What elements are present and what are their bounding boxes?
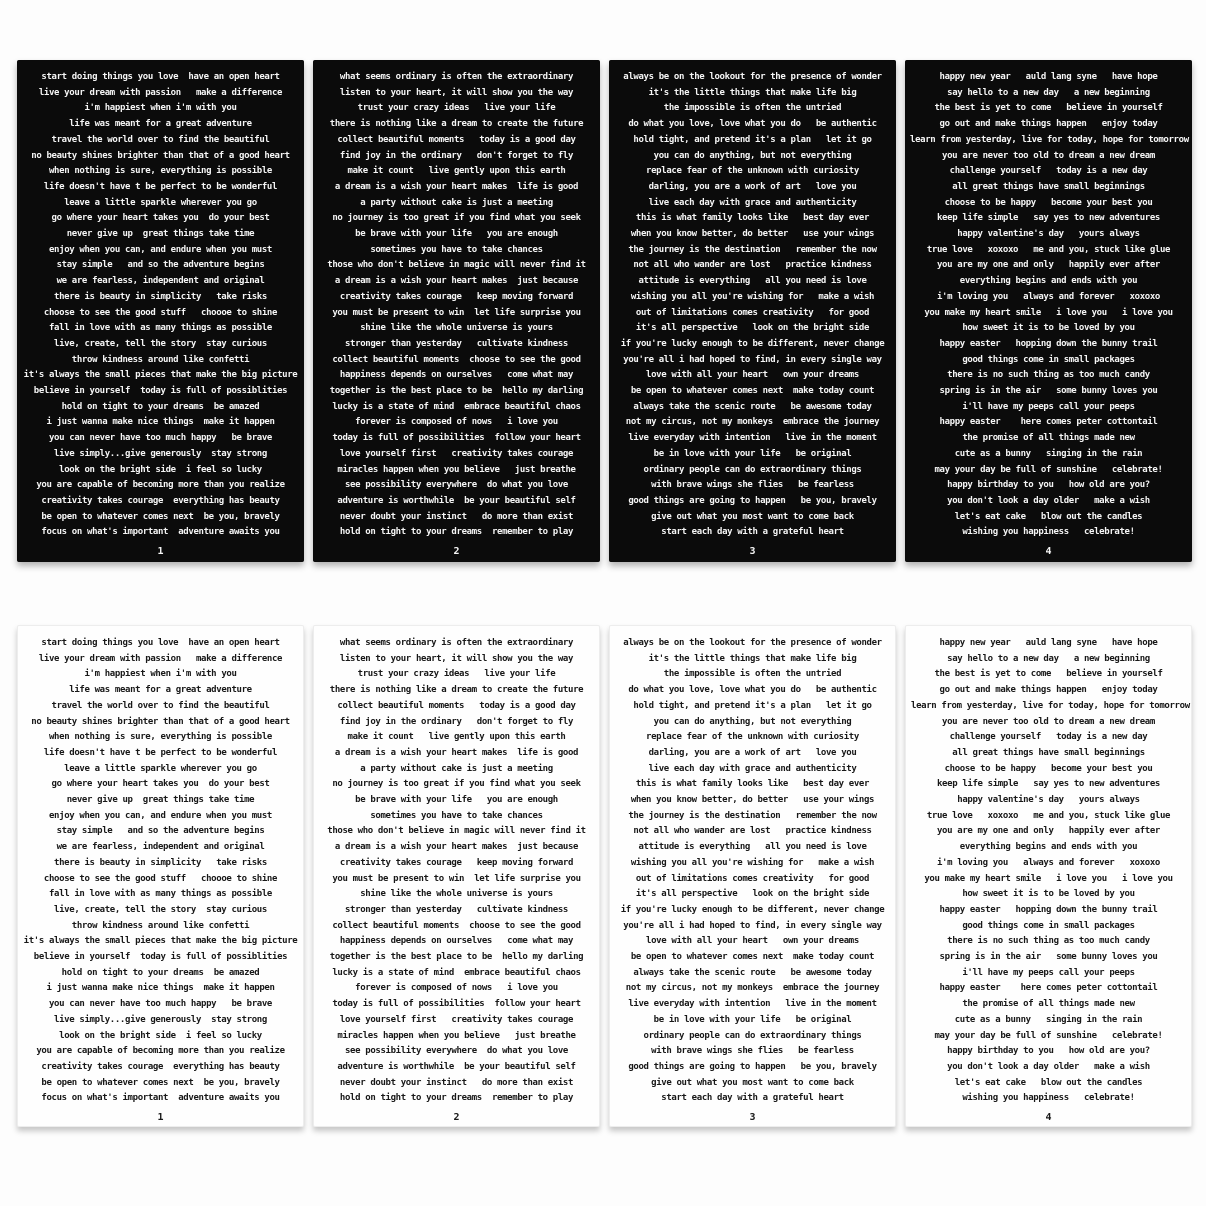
- phrase-line: you are my one and only happily ever after: [936, 260, 1160, 271]
- phrase-line: you are never too old to dream a new dream: [942, 150, 1155, 161]
- phrase-line: spring is in the air some bunny loves you: [939, 386, 1158, 397]
- phrase-line: trust your crazy ideas live your life: [357, 103, 556, 114]
- phrase-line: keep life simple say yes to new adventures: [936, 779, 1160, 790]
- phrase-line: happy birthday to you how old are you?: [947, 480, 1150, 491]
- phrase-line: throw kindness around like confetti: [71, 354, 250, 365]
- phrase-line: not my circus, not my monkeys embrace the journey: [625, 983, 880, 994]
- phrase-line: when you know better, do better use your wings: [630, 795, 875, 806]
- phrase-line: cute as a bunny singing in the rain: [954, 1014, 1143, 1025]
- phrase-line: make it count live gently upon this earth: [347, 732, 566, 743]
- phrase-line: i'm loving you always and forever xoxoxo: [936, 857, 1160, 868]
- phrase-line: cute as a bunny singing in the rain: [954, 448, 1143, 459]
- phrase-line: find joy in the ordinary don't forget to fly: [339, 150, 574, 161]
- phrase-line: sometimes you have to take chances: [370, 810, 543, 821]
- phrase-line: never doubt your instinct do more than exist: [339, 1077, 574, 1088]
- phrase-line: forever is composed of nows i love you: [355, 983, 558, 994]
- phrase-line: you make my heart smile i love you i love you: [924, 873, 1173, 884]
- phrase-line: there is no such thing as too much candy: [947, 370, 1150, 381]
- phrase-line: choose to see the good stuff choooe to shine: [43, 873, 278, 884]
- phrase-line: a dream is a wish your heart makes just because: [334, 842, 579, 853]
- phrase-line: you are capable of becoming more than you realize: [36, 1046, 285, 1057]
- phrase-line: look on the bright side i feel so lucky: [59, 1030, 262, 1041]
- phrase-line: you can do anything, but not everything: [653, 716, 852, 727]
- phrase-line: everything begins and ends with you: [959, 842, 1138, 853]
- phrase-line: miracles happen when you believe just breathe: [337, 1030, 576, 1041]
- phrase-line: trust your crazy ideas live your life: [357, 669, 556, 680]
- phrase-line: ordinary people can do extraordinary things: [643, 464, 862, 475]
- phrase-line: a party without cake is just a meeting: [360, 763, 553, 774]
- phrase-line: say hello to a new day a new beginning: [947, 87, 1150, 98]
- phrase-line: creativity takes courage everything has beauty: [41, 495, 280, 506]
- phrase-line: happy valentine's day yours always: [957, 229, 1140, 240]
- phrase-line: miracles happen when you believe just breathe: [337, 464, 576, 475]
- phrase-line: it's always the small pieces that make the big picture: [23, 370, 298, 381]
- phrase-line: you can never have too much happy be brave: [48, 999, 272, 1010]
- phrase-line: go where your heart takes you do your best: [51, 213, 270, 224]
- phrase-line: there is beauty in simplicity take risks: [54, 857, 267, 868]
- sheet-black-1: [17, 60, 304, 562]
- phrase-line: lucky is a state of mind embrace beautiful chaos: [332, 401, 581, 412]
- phrase-line: the journey is the destination remember the now: [628, 244, 877, 255]
- phrase-line: always be on the lookout for the presence of wonder: [623, 72, 882, 82]
- phrase-line: leave a little sparkle wherever you go: [64, 197, 257, 208]
- phrase-line: lucky is a state of mind embrace beautiful chaos: [332, 967, 581, 978]
- phrase-line: hold on tight to your dreams remember to play: [339, 1093, 574, 1104]
- phrase-line: look on the bright side i feel so lucky: [59, 464, 262, 475]
- phrase-line: love yourself first creativity takes courage: [339, 448, 574, 459]
- phrase-lines: [22, 70, 299, 541]
- phrase-line: darling, you are a work of art love you: [648, 747, 857, 758]
- phrase-line: a dream is a wish your heart makes life is good: [334, 181, 579, 192]
- phrase-line: no beauty shines brighter than that of a good heart: [31, 150, 290, 161]
- phrase-line: happy easter here comes peter cottontail: [939, 417, 1158, 428]
- phrase-line: listen to your heart, it will show you the way: [339, 653, 574, 664]
- phrase-line: spring is in the air some bunny loves you: [939, 952, 1158, 963]
- phrase-line: the promise of all things made new: [962, 999, 1135, 1010]
- phrase-line: when nothing is sure, everything is possible: [48, 166, 272, 177]
- sheet-number: 4: [1045, 546, 1052, 558]
- phrase-line: hold on tight to your dreams be amazed: [61, 967, 260, 978]
- phrase-line: be open to whatever comes next be you, bravely: [41, 511, 280, 522]
- phrase-line: adventure is worthwhile be your beautiful self: [337, 1061, 576, 1072]
- phrase-line: challenge yourself today is a new day: [949, 166, 1148, 177]
- phrase-line: i'll have my peeps call your peeps: [962, 401, 1135, 412]
- phrase-line: live each day with grace and authenticity: [648, 197, 857, 208]
- phrase-line: today is full of possibilities follow your heart: [332, 433, 581, 444]
- phrase-line: it's the little things that make life big: [648, 653, 857, 664]
- phrase-line: always be on the lookout for the presence of wonder: [623, 638, 882, 648]
- phrase-line: happy new year auld lang syne have hope: [939, 638, 1158, 648]
- phrase-line: what seems ordinary is often the extraordinary: [339, 638, 574, 648]
- phrase-line: no journey is too great if you find what you seek: [332, 779, 581, 790]
- phrase-line: you must be present to win let life surprise you: [332, 873, 581, 884]
- phrase-line: attitude is everything all you need is love: [638, 842, 867, 853]
- phrase-line: believe in yourself today is full of possiblities: [33, 386, 288, 397]
- phrase-line: life doesn't have t be perfect to be wonderful: [43, 181, 278, 192]
- phrase-line: be brave with your life you are enough: [355, 795, 558, 806]
- phrase-line: life was meant for a great adventure: [69, 119, 252, 130]
- phrase-line: the journey is the destination remember the now: [628, 810, 877, 821]
- phrase-line: a dream is a wish your heart makes just because: [334, 276, 579, 287]
- phrase-line: i just wanna make nice things make it happen: [46, 417, 275, 428]
- phrase-line: hold tight, and pretend it's a plan let it go: [633, 134, 872, 145]
- phrase-line: together is the best place to be hello my darling: [329, 386, 584, 397]
- phrase-line: live, create, tell the story stay curious: [54, 904, 267, 915]
- phrase-line: hold on tight to your dreams remember to play: [339, 527, 574, 538]
- phrase-line: let's eat cake blow out the candles: [954, 511, 1143, 522]
- phrase-line: say hello to a new day a new beginning: [947, 653, 1150, 664]
- phrase-line: focus on what's important adventure awaits you: [41, 527, 280, 538]
- phrase-line: collect beautiful moments choose to see the good: [332, 354, 581, 365]
- phrase-line: see possibility everywhere do what you love: [344, 480, 568, 491]
- phrase-line: collect beautiful moments today is a good day: [337, 134, 576, 145]
- phrase-line: everything begins and ends with you: [959, 276, 1138, 287]
- sheet-black-4: [905, 60, 1192, 562]
- phrase-line: go where your heart takes you do your best: [51, 779, 270, 790]
- phrase-line: go out and make things happen enjoy today: [939, 119, 1158, 130]
- phrase-line: there is beauty in simplicity take risks: [54, 291, 267, 302]
- phrase-line: today is full of possibilities follow your heart: [332, 999, 581, 1010]
- sheet-white-3: [609, 625, 896, 1127]
- phrase-line: it's always the small pieces that make the big picture: [23, 936, 298, 947]
- phrase-line: happy valentine's day yours always: [957, 795, 1140, 806]
- phrase-line: find joy in the ordinary don't forget to fly: [339, 716, 574, 727]
- phrase-line: collect beautiful moments choose to see the good: [332, 920, 581, 931]
- phrase-line: creativity takes courage everything has beauty: [41, 1061, 280, 1072]
- phrase-line: start each day with a grateful heart: [661, 1093, 844, 1104]
- phrase-line: live each day with grace and authenticity: [648, 763, 857, 774]
- phrase-line: no journey is too great if you find what you seek: [332, 213, 581, 224]
- phrase-line: hold on tight to your dreams be amazed: [61, 401, 260, 412]
- phrase-line: true love xoxoxo me and you, stuck like glue: [926, 810, 1171, 821]
- phrase-line: start each day with a grateful heart: [661, 527, 844, 538]
- phrase-line: you can do anything, but not everything: [653, 150, 852, 161]
- sheet-white-2: [313, 625, 600, 1127]
- phrase-line: all great things have small beginnings: [952, 747, 1145, 758]
- phrase-line: i'll have my peeps call your peeps: [962, 967, 1135, 978]
- phrase-line: out of limitations comes creativity for good: [635, 873, 870, 884]
- phrase-line: happy easter hopping down the bunny trail: [939, 904, 1158, 915]
- phrase-line: i'm happiest when i'm with you: [84, 103, 237, 114]
- phrase-line: live simply...give generously stay strong: [54, 1014, 267, 1025]
- phrase-line: live, create, tell the story stay curious: [54, 338, 267, 349]
- phrase-line: be in love with your life be original: [653, 448, 852, 459]
- phrase-line: when nothing is sure, everything is possible: [48, 732, 272, 743]
- phrase-line: how sweet it is to be loved by you: [962, 323, 1135, 334]
- phrase-line: stay simple and so the adventure begins: [56, 260, 265, 271]
- sheet-row-black: [17, 60, 1192, 562]
- sheet-number: 1: [157, 546, 164, 558]
- phrase-lines: [614, 70, 891, 541]
- phrase-line: happy easter hopping down the bunny trail: [939, 338, 1158, 349]
- phrase-line: learn from yesterday, live for today, hope for tomorrow: [910, 134, 1189, 145]
- phrase-line: together is the best place to be hello my darling: [329, 952, 584, 963]
- phrase-line: hold tight, and pretend it's a plan let it go: [633, 700, 872, 711]
- phrase-line: forever is composed of nows i love you: [355, 417, 558, 428]
- phrase-line: life was meant for a great adventure: [69, 685, 252, 696]
- phrase-line: this is what family looks like best day ever: [635, 779, 870, 790]
- sheet-number: 2: [453, 546, 460, 558]
- phrase-line: life doesn't have t be perfect to be wonderful: [43, 747, 278, 758]
- phrase-line: live everyday with intention live in the moment: [628, 999, 877, 1010]
- phrase-line: never give up great things take time: [66, 229, 255, 240]
- phrase-line: enjoy when you can, and endure when you must: [48, 244, 272, 255]
- phrase-line: shine like the whole universe is yours: [360, 323, 553, 334]
- phrase-line: start doing things you love have an open heart: [41, 638, 280, 648]
- phrase-line: leave a little sparkle wherever you go: [64, 763, 257, 774]
- phrase-line: collect beautiful moments today is a good day: [337, 700, 576, 711]
- phrase-line: you must be present to win let life surprise you: [332, 307, 581, 318]
- phrase-line: be open to whatever comes next be you, bravely: [41, 1077, 280, 1088]
- phrase-line: the impossible is often the untried: [663, 103, 842, 114]
- phrase-line: happy birthday to you how old are you?: [947, 1046, 1150, 1057]
- phrase-line: do what you love, love what you do be authentic: [628, 119, 877, 130]
- phrase-line: it's the little things that make life big: [648, 87, 857, 98]
- phrase-line: we are fearless, independent and original: [56, 842, 265, 853]
- phrase-line: with brave wings she flies be fearless: [651, 1046, 854, 1057]
- phrase-line: good things are going to happen be you, bravely: [628, 1061, 877, 1072]
- phrase-line: be in love with your life be original: [653, 1014, 852, 1025]
- phrase-line: love with all your heart own your dreams: [646, 370, 859, 381]
- phrase-lines: [615, 636, 890, 1107]
- phrase-line: never doubt your instinct do more than exist: [339, 511, 574, 522]
- phrase-line: not all who wander are lost practice kindness: [633, 260, 872, 271]
- phrase-line: stronger than yesterday cultivate kindness: [344, 338, 568, 349]
- phrase-line: there is nothing like a dream to create the future: [329, 685, 584, 696]
- phrase-line: wishing you all you're wishing for make a wish: [630, 291, 875, 302]
- phrase-line: sometimes you have to take chances: [370, 244, 543, 255]
- phrase-line: live simply...give generously stay strong: [54, 448, 267, 459]
- phrase-lines: [911, 636, 1190, 1107]
- phrase-line: happiness depends on ourselves come what may: [339, 370, 574, 381]
- sheet-white-4: [905, 625, 1192, 1127]
- phrase-lines: [319, 636, 594, 1107]
- phrase-line: love with all your heart own your dreams: [646, 936, 859, 947]
- phrase-line: the promise of all things made new: [962, 433, 1135, 444]
- phrase-line: believe in yourself today is full of possiblities: [33, 952, 288, 963]
- phrase-line: be open to whatever comes next make today count: [630, 952, 875, 963]
- phrase-line: be open to whatever comes next make today count: [630, 386, 875, 397]
- phrase-line: choose to be happy become your best you: [944, 763, 1153, 774]
- phrase-line: a dream is a wish your heart makes life is good: [334, 747, 579, 758]
- phrase-line: happy easter here comes peter cottontail: [939, 983, 1158, 994]
- phrase-line: fall in love with as many things as possible: [48, 323, 272, 334]
- phrase-line: go out and make things happen enjoy today: [939, 685, 1158, 696]
- sheet-number: 2: [453, 1112, 460, 1124]
- phrase-line: the best is yet to come believe in yourself: [934, 103, 1163, 114]
- phrase-line: throw kindness around like confetti: [71, 920, 250, 931]
- phrase-line: start doing things you love have an open heart: [41, 72, 280, 82]
- phrase-line: the best is yet to come believe in yourself: [934, 669, 1163, 680]
- phrase-line: you don't look a day older make a wish: [947, 495, 1150, 506]
- sheet-white-1: [17, 625, 304, 1127]
- phrase-line: do what you love, love what you do be authentic: [628, 685, 877, 696]
- phrase-line: stay simple and so the adventure begins: [56, 826, 265, 837]
- phrase-line: fall in love with as many things as possible: [48, 889, 272, 900]
- phrase-line: stronger than yesterday cultivate kindness: [344, 904, 568, 915]
- phrase-line: the impossible is often the untried: [663, 669, 842, 680]
- phrase-line: how sweet it is to be loved by you: [962, 889, 1135, 900]
- phrase-line: travel the world over to find the beautiful: [51, 134, 270, 145]
- phrase-line: when you know better, do better use your wings: [630, 229, 875, 240]
- phrase-line: it's all perspective look on the bright side: [635, 323, 870, 334]
- phrase-line: you can never have too much happy be brave: [48, 433, 272, 444]
- phrase-line: focus on what's important adventure awaits you: [41, 1093, 280, 1104]
- phrase-line: give out what you most want to come back: [651, 511, 854, 522]
- phrase-line: replace fear of the unknown with curiosity: [646, 732, 859, 743]
- phrase-line: may your day be full of sunshine celebrate!: [934, 464, 1163, 475]
- phrase-line: may your day be full of sunshine celebrate!: [934, 1030, 1163, 1041]
- phrase-line: never give up great things take time: [66, 795, 255, 806]
- phrase-lines: [910, 70, 1187, 541]
- phrase-line: there is nothing like a dream to create the future: [329, 119, 584, 130]
- phrase-line: not all who wander are lost practice kindness: [633, 826, 872, 837]
- phrase-line: out of limitations comes creativity for good: [635, 307, 870, 318]
- phrase-line: i'm loving you always and forever xoxoxo: [936, 291, 1160, 302]
- phrase-line: see possibility everywhere do what you love: [344, 1046, 568, 1057]
- phrase-line: wishing you happiness celebrate!: [962, 1093, 1135, 1104]
- phrase-line: choose to see the good stuff choooe to shine: [43, 307, 278, 318]
- phrase-line: always take the scenic route be awesome today: [633, 401, 872, 412]
- phrase-line: you're all i had hoped to find, in every single way: [623, 920, 882, 931]
- phrase-line: not my circus, not my monkeys embrace the journey: [625, 417, 880, 428]
- sheet-number: 3: [749, 1112, 756, 1124]
- phrase-line: adventure is worthwhile be your beautiful self: [337, 495, 576, 506]
- sheet-row-white: [17, 625, 1192, 1127]
- phrase-line: live everyday with intention live in the moment: [628, 433, 877, 444]
- phrase-line: shine like the whole universe is yours: [360, 889, 553, 900]
- phrase-line: make it count live gently upon this earth: [347, 166, 566, 177]
- phrase-line: learn from yesterday, live for today, hope for tomorrow: [911, 700, 1190, 711]
- phrase-lines: [23, 636, 298, 1107]
- phrase-line: no beauty shines brighter than that of a good heart: [31, 716, 290, 727]
- phrase-line: this is what family looks like best day ever: [635, 213, 870, 224]
- phrase-line: we are fearless, independent and original: [56, 276, 265, 287]
- phrase-line: i'm happiest when i'm with you: [84, 669, 237, 680]
- phrase-line: listen to your heart, it will show you the way: [339, 87, 574, 98]
- phrase-line: ordinary people can do extraordinary things: [643, 1030, 862, 1041]
- sheet-black-2: [313, 60, 600, 562]
- phrase-line: keep life simple say yes to new adventures: [936, 213, 1160, 224]
- phrase-line: live your dream with passion make a difference: [38, 87, 283, 98]
- sheet-black-3: [609, 60, 896, 562]
- phrase-line: if you're lucky enough to be different, never change: [620, 904, 885, 915]
- phrase-line: love yourself first creativity takes courage: [339, 1014, 574, 1025]
- phrase-line: i just wanna make nice things make it happen: [46, 983, 275, 994]
- phrase-line: give out what you most want to come back: [651, 1077, 854, 1088]
- phrase-line: enjoy when you can, and endure when you must: [48, 810, 272, 821]
- phrase-line: there is no such thing as too much candy: [947, 936, 1150, 947]
- phrase-line: let's eat cake blow out the candles: [954, 1077, 1143, 1088]
- phrase-line: happy new year auld lang syne have hope: [939, 72, 1158, 82]
- phrase-line: good things are going to happen be you, bravely: [628, 495, 877, 506]
- phrase-line: creativity takes courage keep moving forward: [339, 291, 574, 302]
- phrase-line: what seems ordinary is often the extraordinary: [339, 72, 574, 82]
- phrase-line: travel the world over to find the beautiful: [51, 700, 270, 711]
- phrase-line: you are never too old to dream a new dream: [942, 716, 1155, 727]
- phrase-line: attitude is everything all you need is love: [638, 276, 867, 287]
- phrase-line: happiness depends on ourselves come what may: [339, 936, 574, 947]
- phrase-line: all great things have small beginnings: [952, 181, 1145, 192]
- phrase-line: wishing you all you're wishing for make a wish: [630, 857, 875, 868]
- phrase-line: always take the scenic route be awesome today: [633, 967, 872, 978]
- phrase-line: you don't look a day older make a wish: [947, 1061, 1150, 1072]
- phrase-line: you're all i had hoped to find, in every single way: [623, 354, 882, 365]
- phrase-line: choose to be happy become your best you: [944, 197, 1153, 208]
- phrase-line: those who don't believe in magic will never find it: [327, 826, 586, 837]
- sheet-number: 1: [157, 1112, 164, 1124]
- phrase-line: darling, you are a work of art love you: [648, 181, 857, 192]
- phrase-line: challenge yourself today is a new day: [949, 732, 1148, 743]
- phrase-line: good things come in small packages: [962, 354, 1135, 365]
- phrase-line: wishing you happiness celebrate!: [962, 527, 1135, 538]
- phrase-line: a party without cake is just a meeting: [360, 197, 553, 208]
- phrase-line: be brave with your life you are enough: [355, 229, 558, 240]
- phrase-line: if you're lucky enough to be different, never change: [620, 338, 885, 349]
- phrase-line: with brave wings she flies be fearless: [651, 480, 854, 491]
- sheet-number: 4: [1045, 1112, 1052, 1124]
- phrase-line: you are capable of becoming more than you realize: [36, 480, 285, 491]
- phrase-line: creativity takes courage keep moving forward: [339, 857, 574, 868]
- phrase-line: replace fear of the unknown with curiosity: [646, 166, 859, 177]
- phrase-line: true love xoxoxo me and you, stuck like glue: [926, 244, 1171, 255]
- phrase-line: those who don't believe in magic will never find it: [327, 260, 586, 271]
- phrase-line: good things come in small packages: [962, 920, 1135, 931]
- sheet-number: 3: [749, 546, 756, 558]
- phrase-line: you are my one and only happily ever after: [936, 826, 1160, 837]
- phrase-line: it's all perspective look on the bright side: [635, 889, 870, 900]
- phrase-line: you make my heart smile i love you i love you: [924, 307, 1173, 318]
- phrase-line: live your dream with passion make a difference: [38, 653, 283, 664]
- phrase-lines: [318, 70, 595, 541]
